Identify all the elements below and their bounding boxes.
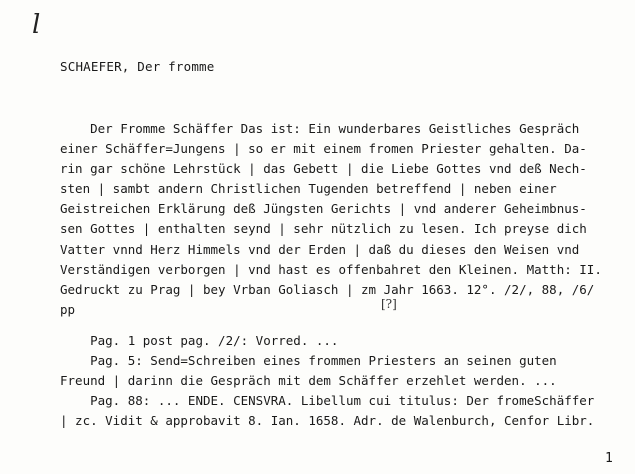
note-line: Pag. 5: Send=Schreiben eines frommen Priesters an seinen guten bbox=[60, 353, 557, 369]
note-line: Pag. 1 post pag. /2/: Vorred. ... bbox=[60, 332, 339, 348]
spacer bbox=[60, 320, 625, 331]
paragraph-line: sten | sambt andern Christlichen Tugenden betreffend | neben einer bbox=[60, 181, 557, 197]
note-line: Pag. 88: ... ENDE. CENSVRA. Libellum cui titulus: Der fromeSchäffer bbox=[60, 393, 595, 409]
handwritten-annotation: [?] bbox=[381, 297, 397, 311]
paragraph-line: sen Gottes | enthalten seynd | sehr nützlich zu lesen. Ich preyse dich bbox=[60, 221, 587, 237]
note-line: | zc. Vidit & approbavit 8. Ian. 1658. Adr. de Walenburch, Cenfor Libr. bbox=[60, 413, 595, 429]
paragraph-line: Verständigen verborgen | vnd hast es offenbahret den Kleinen. Matth: II. bbox=[60, 261, 602, 277]
corner-mark: l bbox=[32, 10, 41, 40]
paragraph-line: pp bbox=[60, 301, 76, 317]
paragraph-line: Der Fromme Schäffer Das ist: Ein wunderbares Geistliches Gespräch bbox=[60, 121, 580, 136]
card-body bbox=[60, 119, 625, 431]
card-heading: SCHAEFER, Der fromme bbox=[60, 59, 215, 74]
paragraph-line: Geistreichen Erklärung deß Jüngsten Gerichts | vnd anderer Geheimbnus- bbox=[60, 201, 587, 217]
page-number: 1 bbox=[605, 451, 613, 466]
note-line: Freund | darinn die Gespräch mit dem Schäffer erzehlet werden. ... bbox=[60, 373, 557, 389]
paragraph-line: Vatter vnnd Herz Himmels vnd der Erden | daß du dieses den Weisen vnd bbox=[60, 241, 580, 257]
paragraph-line: rin gar schöne Lehrstück | das Gebett | die Liebe Gottes vnd deß Nech- bbox=[60, 161, 587, 177]
paragraph-line: Gedruckt zu Prag | bey Vrban Goliasch | zm Jahr 1663. 12°. /2/, 88, /6/ bbox=[60, 281, 595, 297]
paragraph-line: einer Schäffer=Jungens | so er mit einem fromen Priester gehalten. Da- bbox=[60, 141, 587, 157]
